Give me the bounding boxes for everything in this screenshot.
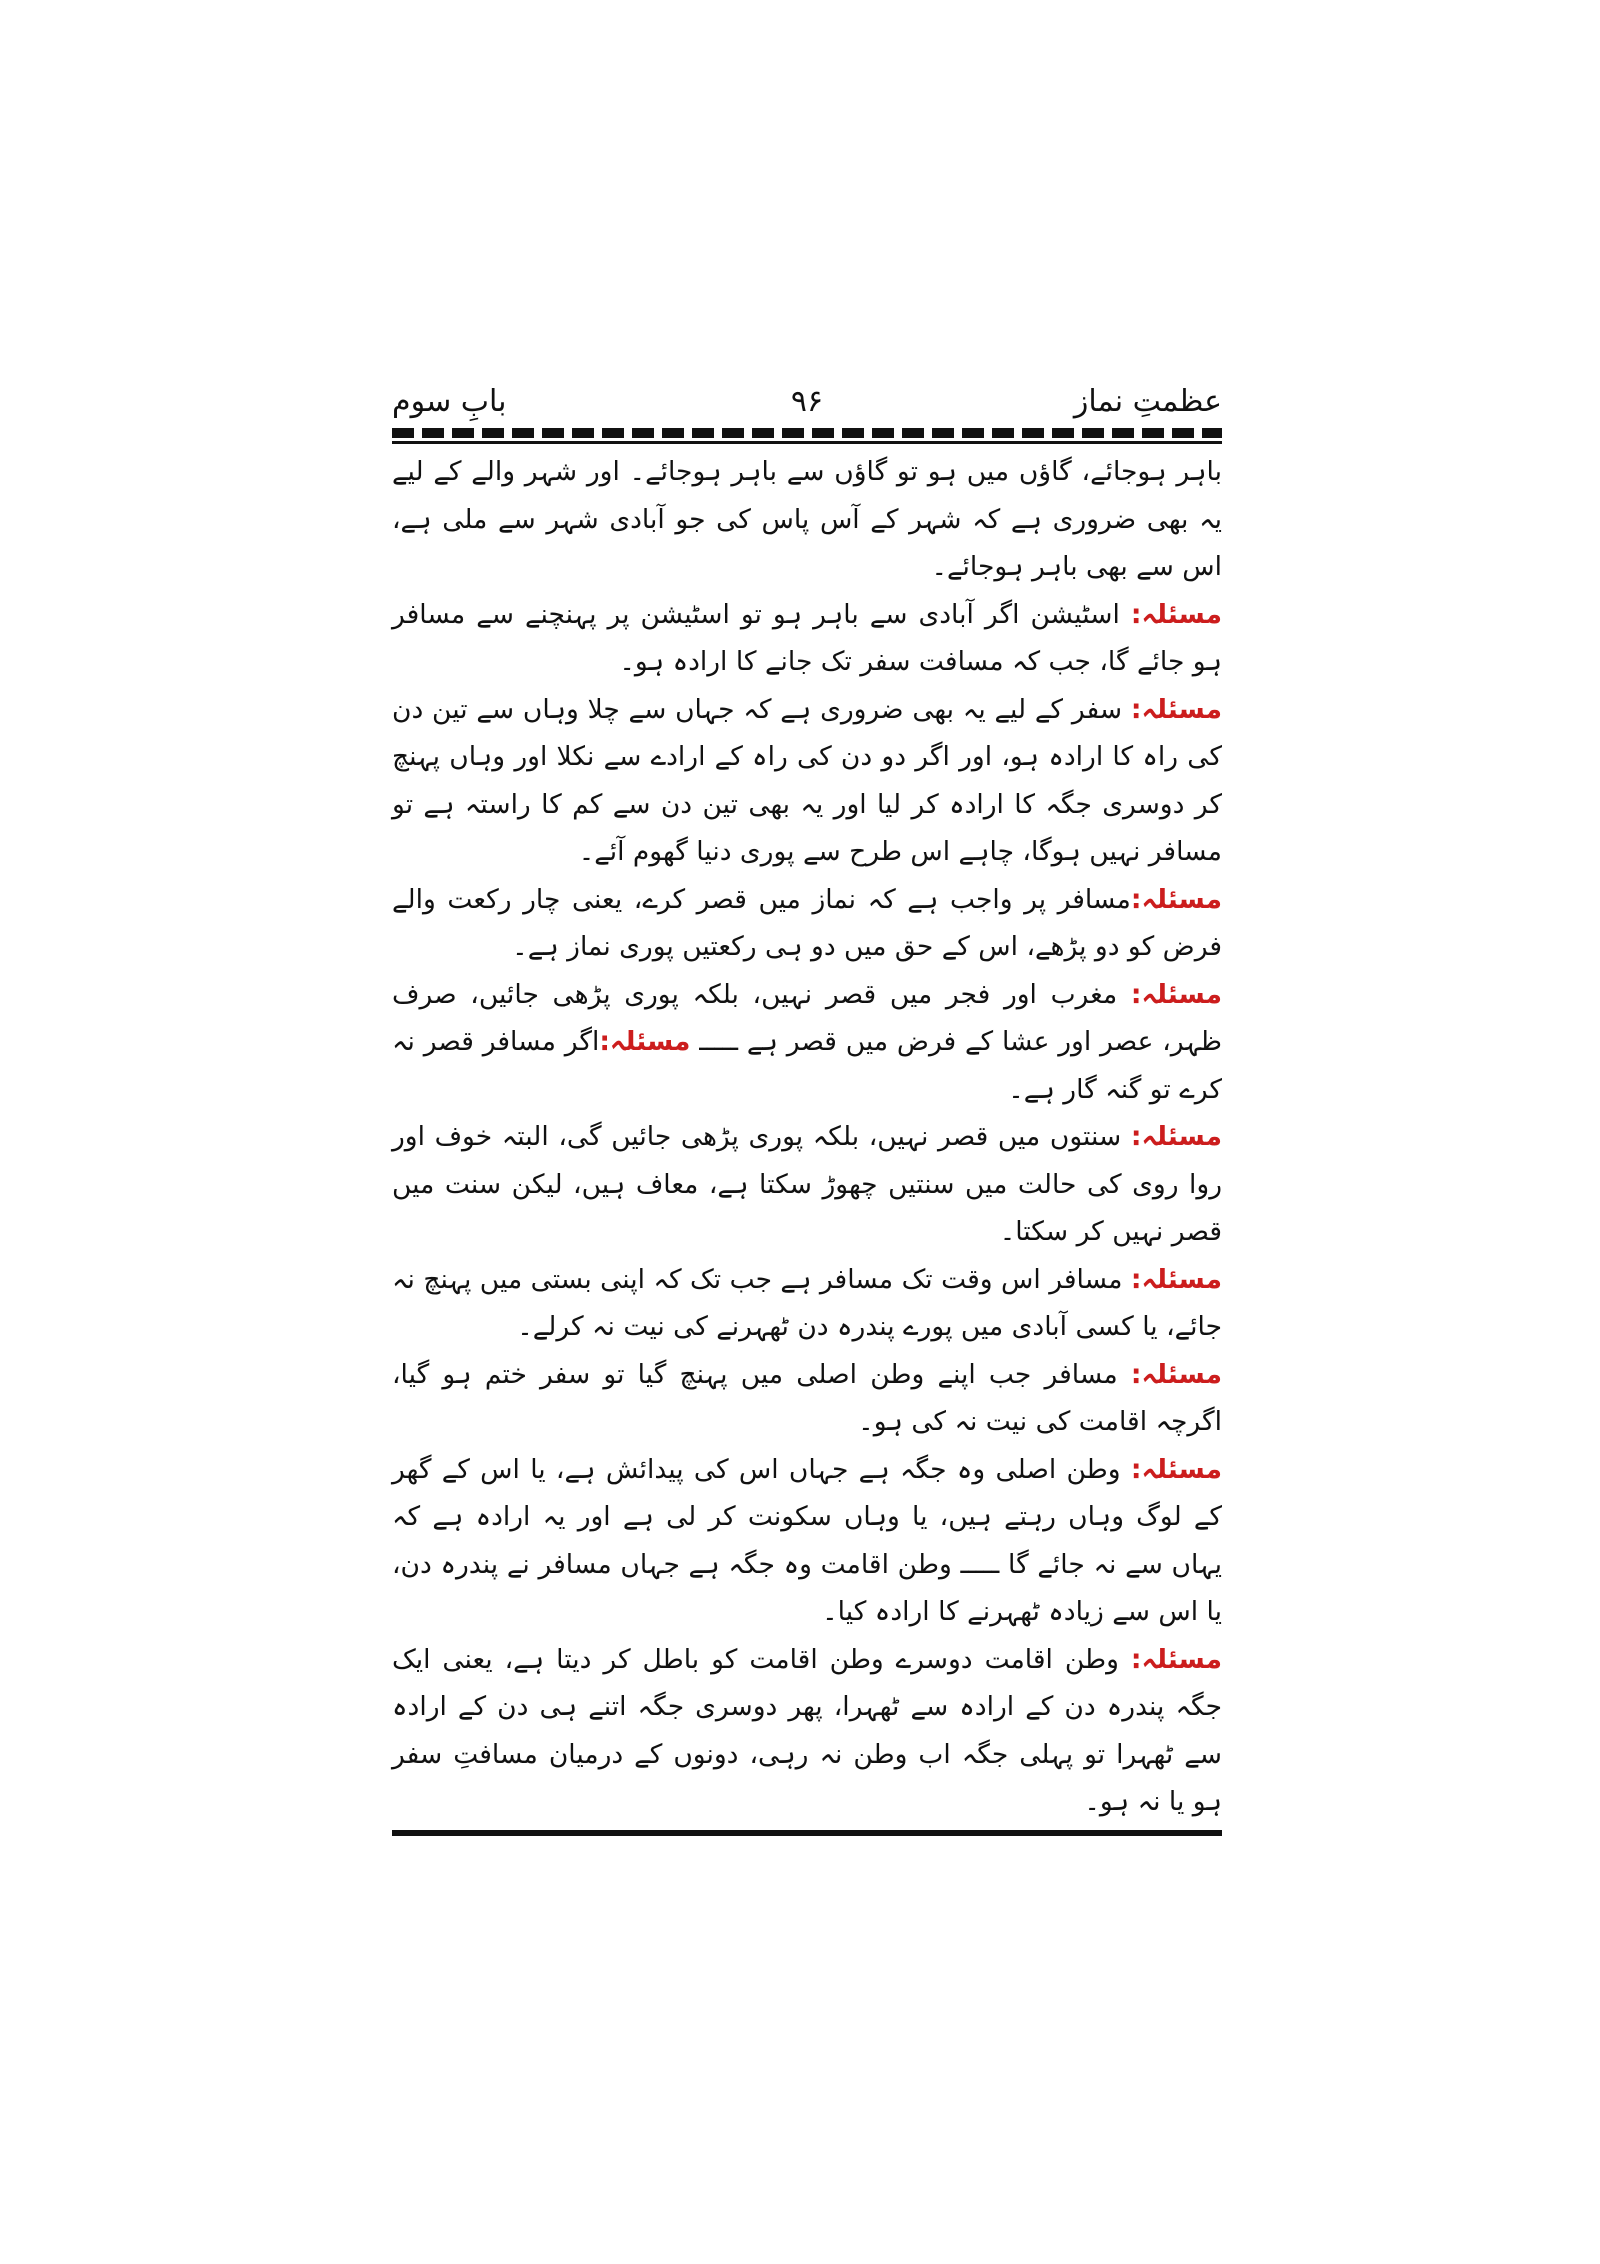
page-body [392, 448, 1222, 1826]
masala-label: مسئلہ: [599, 1026, 691, 1057]
running-header [392, 380, 1222, 424]
book-title: عظمتِ نماز [1073, 384, 1222, 419]
paragraph: مسئلہ: سفر کے لیے یہ بھی ضروری ہے کہ جہاں سے چلا وہاں سے تین دن کی راہ کا ارادہ ہو، اور اگر دو دن کی راہ کے ارادے سے نکلا اور وہاں پہنچ کر دوسری جگہ کا ارادہ کر لیا اور یہ بھی تین دن سے کم کا راستہ ہے تو مسافر نہیں ہوگا، چاہے اس طرح سے پوری دنیا گھوم آئے۔ [392, 693, 1222, 867]
book-page [392, 380, 1222, 1826]
paragraph: مسئلہ: مسافر اس وقت تک مسافر ہے جب تک کہ اپنی بستی میں پہنچ نہ جائے، یا کسی آبادی میں پورے پندرہ دن ٹھہرنے کی نیت نہ کرلے۔ [392, 1263, 1222, 1342]
paragraph: مسئلہ: وطن اقامت دوسرے وطن اقامت کو باطل کر دیتا ہے، یعنی ایک جگہ پندرہ دن کے ارادہ سے ٹھہرا، پھر دوسری جگہ اتنے ہی دن کے ارادہ سے ٹھہرا تو پہلی جگہ اب وطن نہ رہی، دونوں کے درمیان مسافتِ سفر ہو یا نہ ہو۔ [392, 1643, 1222, 1817]
header-solid-rule [392, 441, 1222, 444]
paragraph: مسئلہ: مغرب اور فجر میں قصر نہیں، بلکہ پوری پڑھی جائیں، صرف ظہر، عصر اور عشا کے فرض میں قصر ہے ـــــ مسئلہ:اگر مسافر قصر نہ کرے تو گنہ گار ہے۔ [392, 978, 1222, 1105]
paragraph: مسئلہ: مسافر جب اپنے وطن اصلی میں پہنچ گیا تو سفر ختم ہو گیا، اگرچہ اقامت کی نیت نہ کی ہو۔ [392, 1358, 1222, 1437]
chapter-title: بابِ سوم [392, 384, 507, 419]
masala-label: مسئلہ: [1130, 883, 1222, 915]
paragraph: مسئلہ:مسافر پر واجب ہے کہ نماز میں قصر کرے، یعنی چار رکعت والے فرض کو دو پڑھے، اس کے حق میں دو ہی رکعتیں پوری نماز ہے۔ [392, 883, 1222, 962]
masala-label: مسئلہ: [1130, 1453, 1222, 1485]
masala-label: مسئلہ: [1130, 1643, 1222, 1675]
masala-label: مسئلہ: [1130, 693, 1222, 725]
paragraph: باہر ہوجائے، گاؤں میں ہو تو گاؤں سے باہر ہوجائے۔ اور شہر والے کے لیے یہ بھی ضروری ہے کہ شہر کے آس پاس کی جو آبادی شہر سے ملی ہے، اس سے بھی باہر ہوجائے۔ [392, 456, 1222, 582]
header-dashed-rule [392, 428, 1222, 438]
page-number: ۹۶ [790, 384, 824, 419]
paragraph: مسئلہ: سنتوں میں قصر نہیں، بلکہ پوری پڑھی جائیں گی، البتہ خوف اور روا روی کی حالت میں سنتیں چھوڑ سکتا ہے، معاف ہیں، لیکن سنت میں قصر نہیں کر سکتا۔ [392, 1121, 1222, 1247]
masala-label: مسئلہ: [1130, 1263, 1222, 1295]
masala-label: مسئلہ: [1130, 1121, 1222, 1152]
masala-label: مسئلہ: [1130, 978, 1222, 1010]
masala-label: مسئلہ: [1130, 1358, 1222, 1390]
paragraph: مسئلہ: اسٹیشن اگر آبادی سے باہر ہو تو اسٹیشن پر پہنچنے سے مسافر ہو جائے گا، جب کہ مسافت سفر تک جانے کا ارادہ ہو۔ [392, 598, 1222, 677]
paragraph: مسئلہ: وطن اصلی وہ جگہ ہے جہاں اس کی پیدائش ہے، یا اس کے گھر کے لوگ وہاں رہتے ہیں، یا وہاں سکونت کر لی ہے اور یہ ارادہ ہے کہ یہاں سے نہ جائے گا ـــــ وطن اقامت وہ جگہ ہے جہاں مسافر نے پندرہ دن، یا اس سے زیادہ ٹھہرنے کا ارادہ کیا۔ [392, 1453, 1222, 1627]
masala-label: مسئلہ: [1130, 598, 1222, 630]
footer-rule [392, 1830, 1222, 1836]
